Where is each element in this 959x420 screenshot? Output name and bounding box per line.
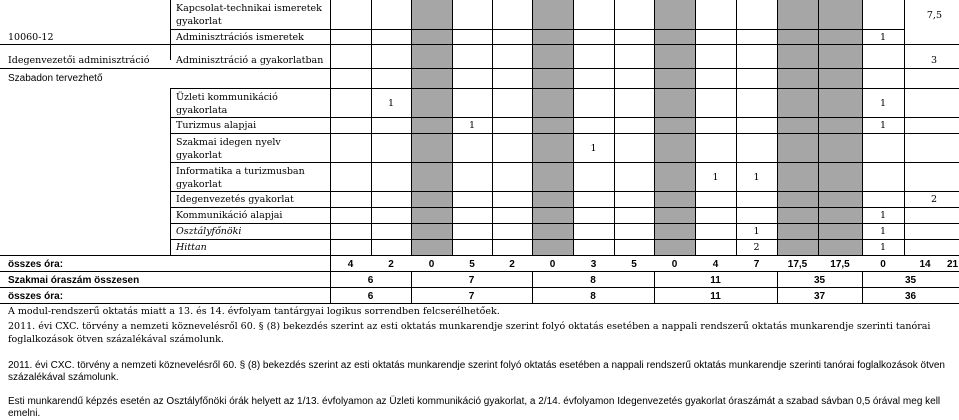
- summary-value: 35: [813, 275, 826, 286]
- summary-value: 2: [388, 259, 394, 270]
- hours-value: 1: [387, 98, 395, 109]
- note-module-order: A modul-rendszerű oktatás miatt a 13. és 14. évfolyam tantárgyai logikus sorrendben felcserélhetőek.: [8, 306, 500, 317]
- hours-value: 2: [753, 242, 760, 253]
- shaded-column: [818, 0, 862, 255]
- subject-name: Osztályfőnöki: [176, 226, 242, 237]
- subject-name: Üzleti kommunikáció: [176, 92, 278, 103]
- summary-value: 14: [919, 259, 931, 270]
- summary-value: 4: [347, 259, 354, 270]
- summary-value: 5: [469, 259, 475, 270]
- subject-name: Adminisztrációs ismeretek: [176, 32, 304, 43]
- summary-value: 3: [590, 259, 597, 270]
- summary-label: Szakmai óraszám összesen: [8, 275, 140, 286]
- module-code: 10060-12: [8, 32, 54, 43]
- summary-value: 17,5: [830, 259, 850, 270]
- subject-name: gyakorlat: [176, 150, 222, 161]
- subject-name: Kommunikáció alapjai: [176, 210, 283, 221]
- hours-value: 1: [879, 226, 887, 237]
- summary-value: 4: [712, 259, 719, 270]
- summary-value: 21: [946, 259, 959, 270]
- hours-value: 1: [879, 242, 887, 253]
- summary-label: összes óra:: [8, 291, 64, 302]
- summary-value: 37: [813, 291, 826, 302]
- shaded-column: [777, 0, 819, 255]
- summary-value: 0: [549, 259, 556, 270]
- shaded-column: [532, 0, 574, 255]
- hours-value: 1: [753, 172, 760, 183]
- hours-value: 1: [468, 120, 476, 131]
- subject-name: gyakorlata: [176, 105, 228, 116]
- subject-name: Turizmus alapjai: [176, 120, 257, 131]
- hours-value: 1: [590, 143, 597, 154]
- hours-value: 1: [879, 120, 887, 131]
- summary-value: 7: [468, 275, 475, 286]
- subject-name: Informatika a turizmusban: [176, 166, 305, 177]
- summary-value: 2: [509, 259, 515, 270]
- hours-value: 1: [879, 98, 887, 109]
- hours-total: 3: [930, 55, 937, 66]
- hours-value: 1: [712, 172, 719, 183]
- hours-value: 1: [879, 32, 887, 43]
- note-law-reference-sans: 2011. évi CXC. törvény a nemzeti köznevelésről 60. § (8) bekezdés szerint az esti oktatás munkarendje szerint folyó oktatás esetében a nappali rendszerű oktatás munkarendje szerinti tanórai foglalkozások ötven százalékával számolunk.: [8, 360, 945, 383]
- hours-total: 7,5: [926, 10, 942, 21]
- hours-total: 2: [930, 194, 937, 205]
- summary-value: 0: [880, 259, 886, 270]
- shaded-column: [411, 0, 453, 255]
- section-label: Szabadon tervezhető: [8, 73, 103, 84]
- summary-value: 7: [468, 291, 475, 302]
- subject-name: Adminisztráció a gyakorlatban: [176, 55, 324, 66]
- subject-name: Kapcsolat-technikai ismeretek: [176, 3, 322, 14]
- summary-value: 8: [590, 291, 596, 302]
- summary-label: összes óra:: [8, 259, 64, 270]
- subject-name: gyakorlat: [176, 179, 222, 190]
- summary-value: 35: [904, 275, 917, 286]
- note-evening-training: Esti munkarendű képzés esetén az Osztályfőnöki órák helyett az 1/13. évfolyamon az Üzleti kommunikáció gyakorlat, a 2/14. évfolyamon Idegenvezetés gyakorlat óraszámát a szabad sávban 0,5 órával meg kell emelni.: [8, 396, 941, 419]
- summary-value: 7: [753, 259, 760, 270]
- subject-name: Idegenvezetés gyakorlat: [176, 194, 294, 205]
- summary-value: 17,5: [787, 259, 808, 270]
- subject-name: gyakorlat: [176, 16, 222, 27]
- summary-value: 11: [710, 291, 721, 302]
- summary-value: 6: [367, 275, 374, 286]
- summary-value: 6: [367, 291, 374, 302]
- shaded-column: [654, 0, 696, 255]
- subject-name: Hittan: [176, 242, 207, 253]
- summary-value: 0: [671, 259, 678, 270]
- summary-value: 5: [631, 259, 637, 270]
- hours-value: 1: [753, 226, 760, 237]
- module-name: Idegenvezetői adminisztráció: [8, 55, 150, 66]
- summary-value: 0: [428, 259, 435, 270]
- note-law-reference: 2011. évi CXC. törvény a nemzeti köznevelésről 60. § (8) bekezdés szerint az esti oktatás munkarendje szerint folyó oktatás esetében a nappali rendszerű oktatás munkarendje szerinti tanórai foglalkozások ötven százalékával számolunk.: [8, 321, 931, 345]
- summary-value: 8: [590, 275, 596, 286]
- summary-value: 36: [904, 291, 917, 302]
- subject-name: Szakmai idegen nyelv: [176, 137, 281, 148]
- hours-value: 1: [879, 210, 887, 221]
- summary-value: 11: [710, 275, 721, 286]
